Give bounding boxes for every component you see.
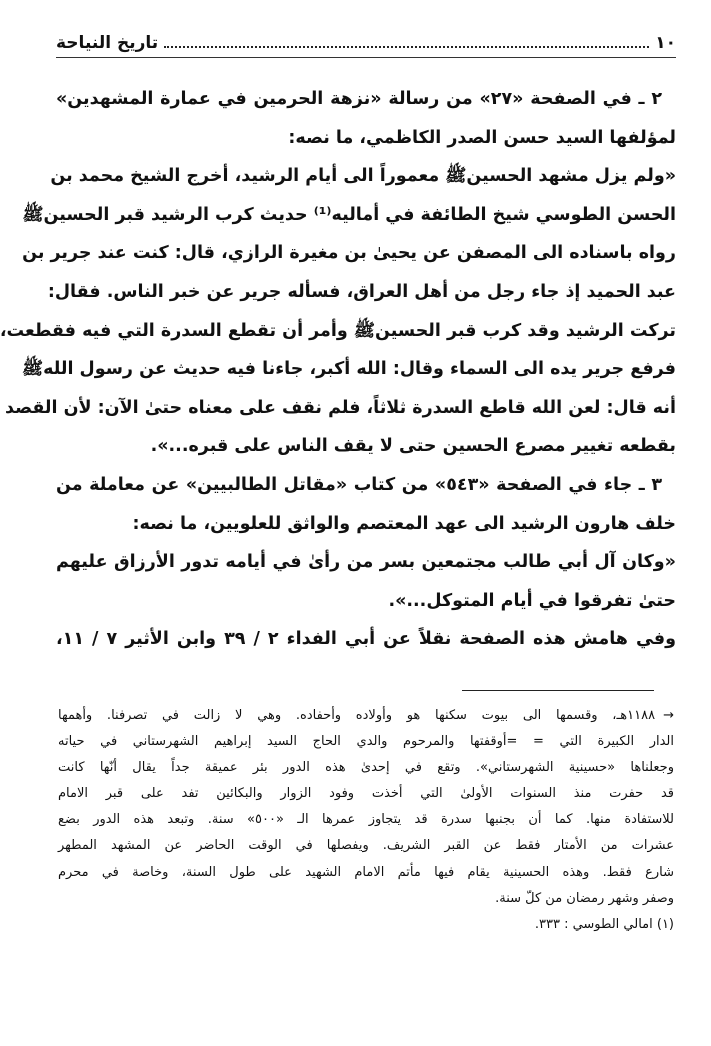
footnote-line: قد حفرت منذ السنوات الأولىٰ التي أخذت وفود الزوار والبكائين تفد على قبر الامام — [58, 786, 674, 802]
main-text — [0, 80, 677, 659]
text-line: «وكان آل أبي طالب مجتمعين بسر من رأىٰ في أيامه تدور الأرزاق عليهم — [56, 552, 676, 573]
header-leader-dots — [164, 46, 649, 48]
footnote-line: عشرات من الأمتار فقط عن القبر الشريف. ويفصلها في الوقت الحاضر عن المشهد المطهر — [58, 838, 674, 854]
text-line: بقطعه تغيير مصرع الحسين حتى لا يقف الناس على قبره...». — [150, 436, 676, 457]
footnote-separator — [462, 690, 654, 691]
text-line: رواه باسناده الى المصفن عن يحيىٰ بن مغيرة الرازي، قال: كنت عند جرير بن — [22, 243, 676, 264]
text-line: عبد الحميد إذ جاء رجل من أهل العراق، فسأله جرير عن خبر الناس. فقال: — [47, 281, 676, 302]
running-title: تاريخ النياحة — [56, 33, 159, 53]
text-line: الحسن الطوسي شيخ الطائفة في أماليه⁽¹⁾ حديث كرب الرشيد قبر الحسينﷺ — [22, 204, 676, 225]
footnotes — [58, 703, 674, 938]
text-line: حتىٰ تفرقوا في أيام المتوكل...». — [388, 590, 676, 611]
text-line: تركت الرشيد وقد كرب قبر الحسينﷺ وأمر أن تقطع السدرة التي فيه فقطعت، — [0, 320, 676, 341]
text-line: فرفع جرير يده الى السماء وقال: الله أكبر، جاءنا فيه حديث عن رسول اللهﷺ — [21, 359, 676, 380]
text-line: ٢ ـ في الصفحة «٢٧» من رسالة «نزهة الحرمين في عمارة المشهدين» — [56, 89, 662, 109]
page-number: ١٠ — [655, 33, 676, 53]
footnote-line: للاستفادة منها. كما أن بجنبها سدرة قد يتجاوز عمرها الـ «٥٠٠» سنة. وتبعد هذه الدور بضع — [58, 812, 674, 828]
text-line: ٣ ـ جاء في الصفحة «٥٤٣» من كتاب «مقاتل الطالبيين» عن معاملة من — [56, 474, 662, 495]
footnote-line: شارع فقط. وهذه الحسينية يقام فيها مأتم الامام الشهيد على طول السنة، وخاصة في محرم — [58, 864, 674, 880]
footnote-line: ١١٨٨هـ، وقسمها الى بيوت سكنها هو وأولاده وأحفاده. وهي لا زالت في تصرفنا. وأهمها — [58, 708, 656, 723]
text-line: «ولم يزل مشهد الحسينﷺ معموراً الى أيام الرشيد، أخرج الشيخ محمد بن — [50, 166, 676, 187]
page-header — [56, 30, 676, 56]
text-line: وفي هامش هذه الصفحة نقلاً عن أبي الفداء ٢ / ٣٩ وابن الأثير ٧ / ١١، — [56, 629, 677, 650]
text-line: أنه قال: لعن الله قاطع السدرة ثلاثاً، فلم نقف على معناه حتىٰ الآن: لأن القصد — [4, 397, 676, 418]
footnote-line: وجعلناها «حسينية الشهرستاني». وتقع في إحدىٰ هذه الدور بئر عميقة جداً يقال أنّها كانت — [58, 760, 674, 776]
text-line: خلف هارون الرشيد الى عهد المعتصم والواثق للعلويين، ما نصه: — [132, 513, 676, 534]
text-line: لمؤلفها السيد حسن الصدر الكاظمي، ما نصه: — [288, 127, 676, 148]
footnote-line: الدار الكبيرة التي = =أوقفتها والمرحوم والدي الحاج السيد إبراهيم الشهرستاني في حياته — [58, 734, 674, 750]
continuation-arrow-icon: → — [663, 708, 674, 723]
header-rule — [56, 57, 676, 58]
footnote-reference: (١) امالي الطوسي : ٣٣٣. — [534, 916, 674, 932]
footnote-line: وصفر وشهر رمضان من كلّ سنة. — [495, 890, 674, 906]
